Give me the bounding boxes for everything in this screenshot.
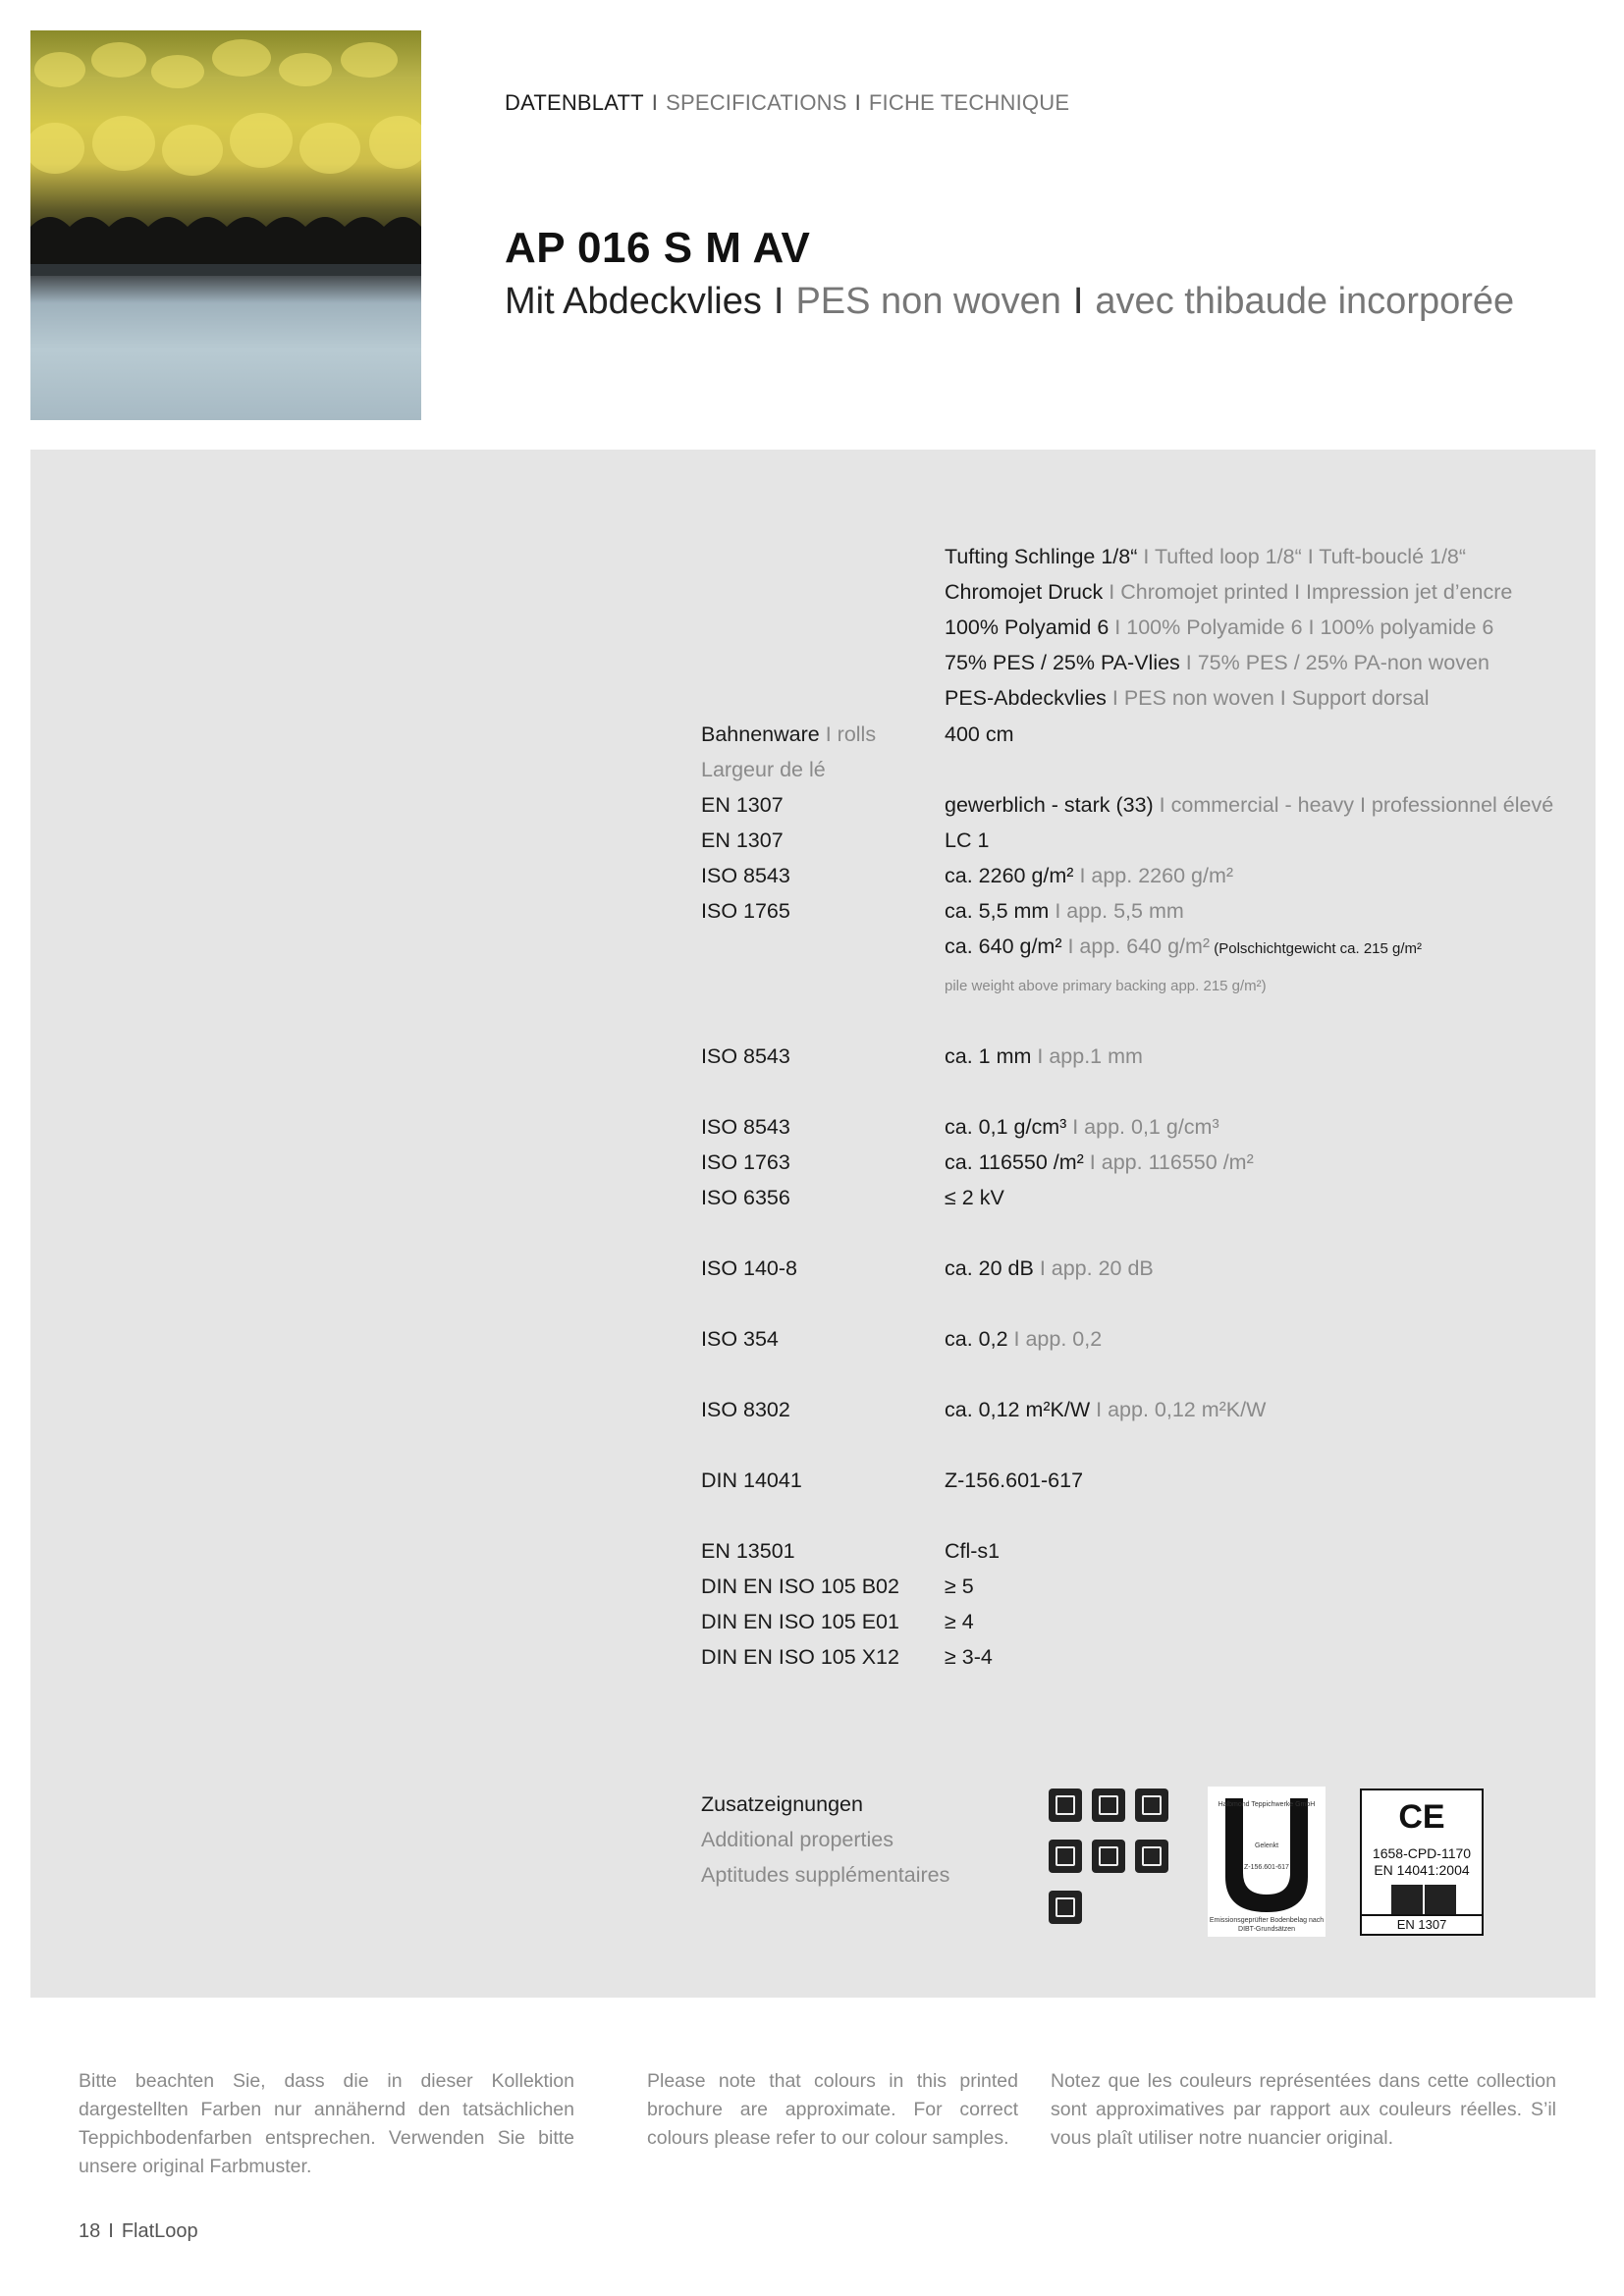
subtitle-separator: I — [1072, 281, 1084, 322]
spec-value-de: ca. 640 g/m² — [945, 934, 1062, 958]
spec-value-de: ca. 0,12 m²K/W — [945, 1398, 1091, 1421]
spec-standard-code: ISO 1765 — [701, 899, 790, 923]
ce-mark: CE — [1398, 1798, 1445, 1836]
spec-value-de: ca. 1 mm — [945, 1044, 1032, 1068]
spec-standard-code: ISO 8302 — [701, 1398, 790, 1421]
ce-norm: EN 14041:2004 — [1374, 1862, 1470, 1878]
spec-value-de: ≤ 2 kV — [945, 1186, 1004, 1209]
spec-standard — [701, 1639, 899, 1675]
spec-value-de: 100% Polyamid 6 — [945, 615, 1110, 639]
emission-seal — [1208, 1787, 1326, 1937]
spec-value-en-fr: I app. 20 dB — [1033, 1256, 1154, 1280]
spec-value — [945, 1145, 1254, 1183]
spec-value-en-fr: I Chromojet printed I Impression jet d’encre — [1103, 580, 1513, 604]
spec-standard — [701, 1180, 790, 1215]
spec-value-en-fr: I app. 5,5 mm — [1049, 899, 1184, 923]
spec-value — [945, 823, 989, 861]
spec-standard-code: DIN EN ISO 105 E01 — [701, 1610, 899, 1633]
spec-value-de: ≥ 4 — [945, 1610, 974, 1633]
spec-standard — [701, 1321, 779, 1357]
spec-value — [945, 539, 1466, 577]
spec-standard — [701, 1251, 797, 1286]
spec-value-en-fr: I app. 0,12 m²K/W — [1090, 1398, 1267, 1421]
fire-class-icon — [1391, 1885, 1423, 1916]
slip-class-icon — [1425, 1885, 1456, 1916]
seal-caption: Emissionsgeprüfter Bodenbelag nach DIBT-Grundsätzen — [1209, 1917, 1325, 1933]
underfloor-heating-icon — [1135, 1840, 1168, 1873]
tab-datenblatt: DATENBLATT — [505, 90, 644, 115]
spec-value-de: 75% PES / 25% PA-Vlies — [945, 651, 1180, 674]
spec-standard — [701, 717, 876, 752]
spec-value — [945, 1321, 1102, 1360]
footer-note-fr: Notez que les couleurs représentées dans cette collection sont approximatives par rapport aux couleurs réelles. S’il vous plaît utiliser notre nuancier original. — [1051, 2070, 1556, 2149]
seal-number: Z-156.601-617 — [1244, 1864, 1289, 1871]
product-subtitle — [505, 281, 1514, 323]
spec-value — [945, 893, 1184, 932]
spec-value-de: ca. 5,5 mm — [945, 899, 1050, 923]
spec-value — [945, 1392, 1266, 1430]
page-footer — [79, 2220, 198, 2243]
tab-fiche-technique: FICHE TECHNIQUE — [868, 90, 1070, 115]
spec-standard-code: DIN EN ISO 105 X12 — [701, 1645, 899, 1669]
subtitle-separator: I — [773, 281, 785, 322]
spec-standard — [701, 823, 784, 858]
spec-value — [945, 929, 1422, 967]
spec-value-en-fr: I Tufted loop 1/8“ I Tuft-bouclé 1/8“ — [1137, 545, 1467, 568]
footer-note-en: Please note that colours in this printed brochure are approximate. For correct colours please refer to our colour samples. — [647, 2070, 1018, 2149]
spec-value — [945, 1463, 1083, 1501]
spec-standard-code: ISO 140-8 — [701, 1256, 797, 1280]
spec-standard-code: EN 1307 — [701, 828, 784, 852]
ce-code — [1362, 1845, 1482, 1879]
spec-standard-note: Largeur de lé — [701, 758, 826, 781]
spec-value-de: ca. 116550 /m² — [945, 1150, 1084, 1174]
spec-value-de: PES-Abdeckvlies — [945, 686, 1107, 710]
tab-separator: I — [651, 90, 659, 115]
ce-standard: EN 1307 — [1362, 1914, 1482, 1934]
spec-value — [945, 1569, 974, 1607]
spec-value — [945, 1639, 993, 1678]
tab-separator: I — [854, 90, 861, 115]
spec-standard — [701, 752, 826, 787]
spec-standard-code: Bahnenware — [701, 722, 820, 746]
spec-value-en-fr: I app. 0,1 g/cm³ — [1066, 1115, 1219, 1139]
property-icons — [1049, 1789, 1170, 1926]
seal-label: Gelenkt — [1254, 1842, 1279, 1849]
spec-value-de: Tufting Schlinge 1/8“ — [945, 545, 1138, 568]
spec-value-de: LC 1 — [945, 828, 990, 852]
spec-standard-code: DIN 14041 — [701, 1468, 802, 1492]
spec-value — [945, 787, 1553, 826]
spec-standard-code: ISO 8543 — [701, 1115, 790, 1139]
spec-standard — [701, 1392, 790, 1427]
spec-value-en-fr: I app.1 mm — [1031, 1044, 1143, 1068]
spec-value-en-fr: I PES non woven I Support dorsal — [1106, 686, 1430, 710]
spec-value — [945, 680, 1430, 719]
spec-value-en-fr: I app. 0,2 — [1007, 1327, 1103, 1351]
spec-standard-code: ISO 8543 — [701, 1044, 790, 1068]
spec-standard — [701, 787, 784, 823]
hotel-use-icon — [1092, 1789, 1125, 1822]
subtitle-en: PES non woven — [795, 281, 1061, 322]
spec-value-de: Chromojet Druck — [945, 580, 1104, 604]
spec-standard — [701, 1039, 790, 1074]
spec-standard-code: DIN EN ISO 105 B02 — [701, 1575, 899, 1598]
spec-value-en-fr: I app. 640 g/m² — [1061, 934, 1211, 958]
footer-note-de: Bitte beachten Sie, dass die in dieser Kollektion dargestellten Farben nur annähernd den tatsächlichen Teppichbodenfarben entsprechen. Verwenden Sie bitte unsere original Farbmuster. — [79, 2070, 574, 2177]
spec-value — [945, 1533, 1000, 1572]
spec-value — [945, 966, 1267, 1004]
spec-standard — [701, 893, 790, 929]
ce-label — [1360, 1789, 1484, 1936]
seal-company: Halbmond Teppichwerke GmbH — [1218, 1801, 1316, 1808]
spec-value-de: ca. 2260 g/m² — [945, 864, 1074, 887]
spec-value-de: 400 cm — [945, 722, 1014, 746]
tab-specifications: SPECIFICATIONS — [666, 90, 847, 115]
page-separator: I — [108, 2220, 114, 2242]
spec-standard — [701, 1533, 795, 1569]
spec-value — [945, 858, 1233, 896]
spec-value-note: (Polschichtgewicht ca. 215 g/m² — [1210, 940, 1423, 957]
spec-value-de: gewerblich - stark (33) — [945, 793, 1154, 817]
subtitle-de: Mit Abdeckvlies — [505, 281, 762, 322]
page-number: 18 — [79, 2220, 101, 2242]
spec-value-de: ca. 0,1 g/cm³ — [945, 1115, 1067, 1139]
spec-value-de: ca. 20 dB — [945, 1256, 1034, 1280]
product-photo — [30, 30, 421, 420]
subtitle-fr: avec thibaude incorporée — [1095, 281, 1515, 322]
product-title: AP 016 S M AV — [505, 224, 811, 272]
spec-value — [945, 1604, 974, 1642]
spec-value-en-fr: I 100% Polyamide 6 I 100% polyamide 6 — [1109, 615, 1494, 639]
spec-standard-note: I rolls — [819, 722, 877, 746]
spec-value — [945, 574, 1512, 613]
spec-value-en-fr: I commercial - heavy I professionnel élevé — [1153, 793, 1554, 817]
office-use-icon — [1049, 1789, 1082, 1822]
spec-standard — [701, 1463, 802, 1498]
spec-value — [945, 1109, 1219, 1148]
additional-de: Zusatzeignungen — [701, 1792, 863, 1816]
spec-value-en-fr: I app. 116550 /m² — [1083, 1150, 1254, 1174]
spec-standard — [701, 1145, 790, 1180]
spec-value — [945, 645, 1489, 683]
spec-value-en-fr: I app. 2260 g/m² — [1073, 864, 1234, 887]
spec-standard-code: ISO 6356 — [701, 1186, 790, 1209]
spec-value — [945, 717, 1014, 755]
spec-standard — [701, 1109, 790, 1145]
spec-value-de: Cfl-s1 — [945, 1539, 1001, 1563]
spec-value — [945, 610, 1493, 648]
ce-certificate: 1658-CPD-1170 — [1372, 1845, 1472, 1861]
antistatic-icon — [1049, 1840, 1082, 1873]
spec-value — [945, 1039, 1143, 1077]
castor-chair-icon — [1135, 1789, 1168, 1822]
header-tabs — [505, 90, 1069, 116]
spec-value-de: ≥ 5 — [945, 1575, 974, 1598]
electrostatic-icon — [1049, 1891, 1082, 1924]
collection-name: FlatLoop — [121, 2220, 198, 2242]
spec-value-small: pile weight above primary backing app. 215 g/m²) — [945, 978, 1267, 994]
spec-standard — [701, 1604, 899, 1639]
stairs-icon — [1092, 1840, 1125, 1873]
spec-standard-code: EN 13501 — [701, 1539, 795, 1563]
spec-standard-code: EN 1307 — [701, 793, 784, 817]
spec-standard — [701, 1569, 899, 1604]
spec-value-en-fr: I 75% PES / 25% PA-non woven — [1179, 651, 1489, 674]
spec-standard-code: ISO 8543 — [701, 864, 790, 887]
spec-value-de: Z-156.601-617 — [945, 1468, 1084, 1492]
spec-value — [945, 1180, 1004, 1218]
spec-value-de: ≥ 3-4 — [945, 1645, 993, 1669]
spec-value-de: ca. 0,2 — [945, 1327, 1008, 1351]
spec-value — [945, 1251, 1154, 1289]
spec-standard-code: ISO 1763 — [701, 1150, 790, 1174]
spec-standard-code: ISO 354 — [701, 1327, 779, 1351]
spec-standard — [701, 858, 790, 893]
additional-properties — [701, 1787, 949, 1893]
additional-en: Additional properties — [701, 1828, 894, 1851]
additional-fr: Aptitudes supplémentaires — [701, 1863, 950, 1887]
